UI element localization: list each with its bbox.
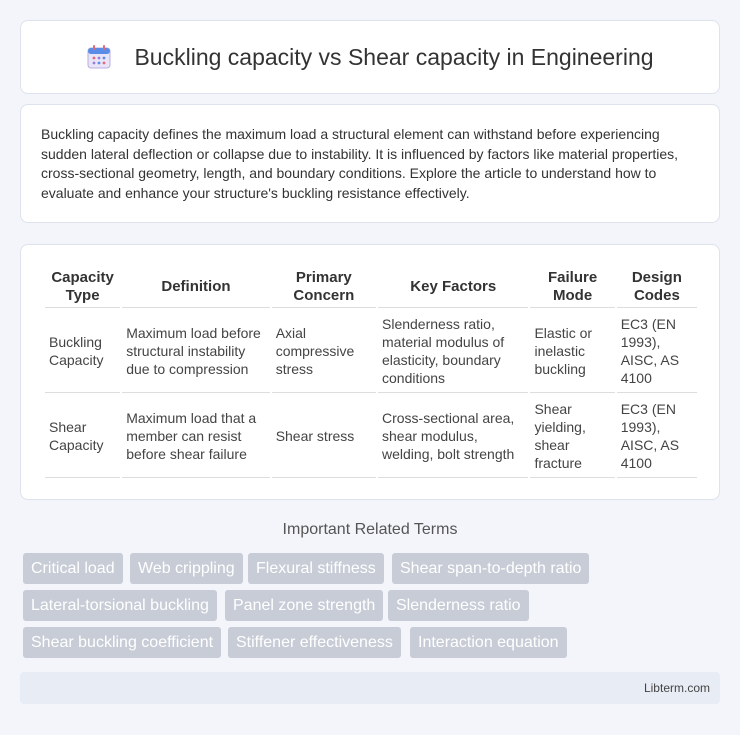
table-cell: Maximum load before structural instability due to compression xyxy=(122,310,269,393)
table-cell: Maximum load that a member can resist before shear failure xyxy=(122,395,269,478)
page-title: Buckling capacity vs Shear capacity in Engineering xyxy=(134,43,654,70)
tag-critical-load[interactable]: Critical load xyxy=(23,553,123,584)
footer xyxy=(20,672,720,704)
tag-lateral-torsional-buckling[interactable]: Lateral-torsional buckling xyxy=(23,590,217,621)
intro-card xyxy=(20,104,720,223)
footer-brand[interactable]: Libterm.com xyxy=(643,681,710,695)
calendar-icon xyxy=(86,44,112,70)
tag-slenderness-ratio[interactable]: Slenderness ratio xyxy=(388,590,529,621)
table-cell: Slenderness ratio, material modulus of elasticity, boundary conditions xyxy=(378,310,528,393)
table-cell: Cross-sectional area, shear modulus, welding, bolt strength xyxy=(378,395,528,478)
intro-text: Buckling capacity defines the maximum load a structural element can withstand before experiencing sudden lateral deflection or collapse due to instability. It is influenced by factors like material properties, cross-sectional geometry, length, and boundary conditions. Explore the article to understand how to evaluate and enhance your structure's buckling resistance effectively. xyxy=(41,126,679,201)
table-cell: Shear stress xyxy=(272,395,376,478)
header-primary-concern: Primary Concern xyxy=(272,267,376,308)
title-card xyxy=(20,20,720,94)
related-terms-heading: Important Related Terms xyxy=(282,521,458,538)
header-design-codes: Design Codes xyxy=(617,267,697,308)
table-cell: Axial compressive stress xyxy=(272,310,376,393)
comparison-table-card xyxy=(20,244,720,500)
table-row xyxy=(45,310,697,393)
table-cell: EC3 (EN 1993), AISC, AS 4100 xyxy=(617,310,697,393)
header-capacity-type: Capacity Type xyxy=(45,267,120,308)
table-cell: Elastic or inelastic buckling xyxy=(530,310,614,393)
tag-panel-zone-strength[interactable]: Panel zone strength xyxy=(225,590,383,621)
tag-shear-span-to-depth-ratio[interactable]: Shear span-to-depth ratio xyxy=(392,553,589,584)
table-cell: Buckling Capacity xyxy=(45,310,120,393)
header-definition: Definition xyxy=(122,267,269,308)
table-row xyxy=(45,395,697,478)
table-cell: Shear Capacity xyxy=(45,395,120,478)
header-failure-mode: Failure Mode xyxy=(530,267,614,308)
header-key-factors: Key Factors xyxy=(378,267,528,308)
comparison-table xyxy=(43,265,699,480)
tag-shear-buckling-coefficient[interactable]: Shear buckling coefficient xyxy=(23,627,221,658)
tag-flexural-stiffness[interactable]: Flexural stiffness xyxy=(248,553,384,584)
tag-web-crippling[interactable]: Web crippling xyxy=(130,553,243,584)
table-cell: Shear yielding, shear fracture xyxy=(530,395,614,478)
table-header-row xyxy=(45,267,697,308)
table-cell: EC3 (EN 1993), AISC, AS 4100 xyxy=(617,395,697,478)
tag-interaction-equation[interactable]: Interaction equation xyxy=(410,627,567,658)
tag-stiffener-effectiveness[interactable]: Stiffener effectiveness xyxy=(228,627,401,658)
